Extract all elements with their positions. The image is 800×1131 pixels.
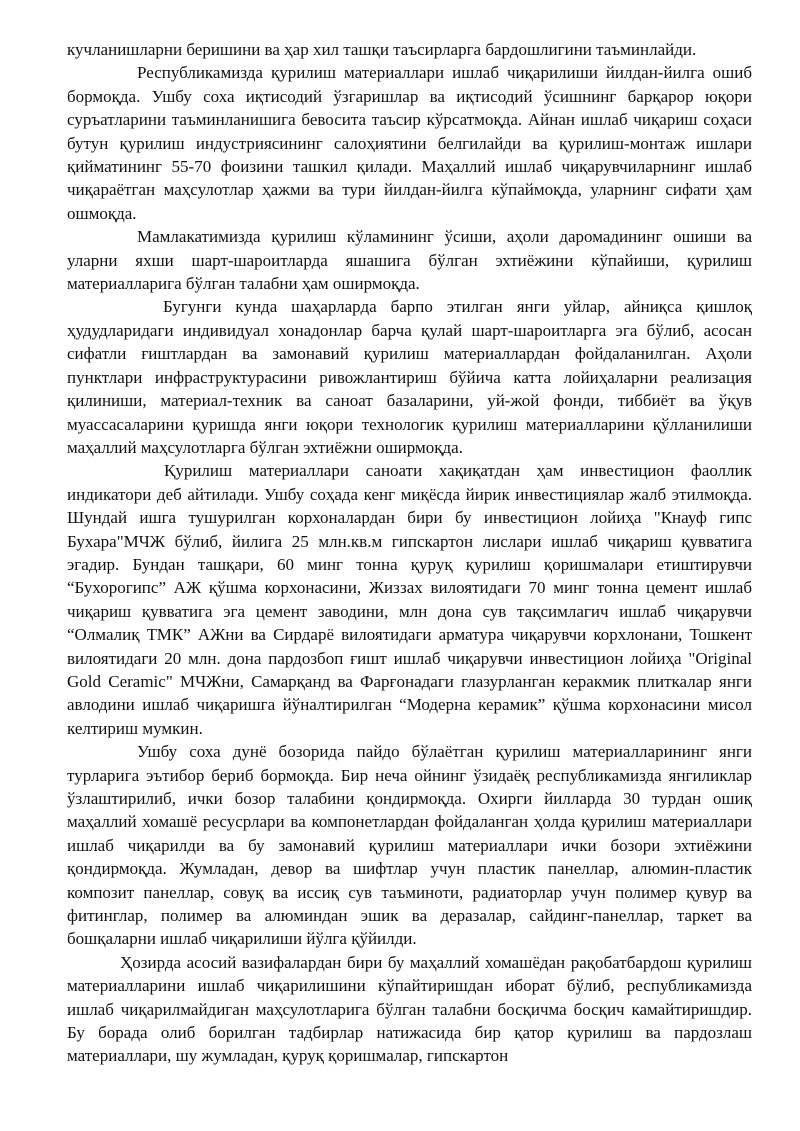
- paragraph-main-task: Ҳозирда асосий вазифалардан бири бу маҳаллий хомашёдан рақобатбардош қурилиш материалларини ишлаб чиқарилишини кўпайтиришдан иборат бўлиб, республикамизда ишлаб чиқарилмайдиган маҳсулотларига бўлган талабни босқичма босқич камайтиришдир. Бу борада олиб борилган тадбирлар натижасида бир қатор қурилиш ва пардозлаш материаллари, шу жумладан, қуруқ қоришмалар, гипскартон: [67, 952, 752, 1066]
- paragraph-construction-scale: Мамлакатимизда қурилиш кўламининг ўсиши, аҳоли даромадининг ошиши ва уларни яхши шарт-шароитларда яшашига бўлган эхтиёжини кўпайиши, қурилиш материалларига бўлган талабни ҳам оширмоқда.: [67, 227, 752, 294]
- paragraph-production-growth: Республикамизда қурилиш материаллари ишлаб чиқарилиши йилдан-йилга ошиб бормоқда. Ушбу соха иқтисодий ўзгаришлар ва иқтисодий ўсишнинг барқарор юқори суръатларини таъминланишига бевосита таъсир кўрсатмоқда. Айнан ишлаб чиқариш соҳаси бутун қурилиш индустриясининг салоҳиятини белгилайди ва қурилиш-монтаж ишлари қийматининг 55-70 фоизини ташкил қилади. Маҳаллий ишлаб чиқарувчиларнинг ишлаб чиқараётган маҳсулотлар ҳажми ва тури йилдан-йилга кўпаймоқда, уларнинг сифати ҳам ошмоқда.: [67, 63, 752, 223]
- paragraph-new-houses: Бугунги кунда шаҳарларда барпо этилган янги уйлар, айниқса қишлоқ ҳудудларидаги индивидуал хонадонлар барча қулай шарт-шароитларга эга бўлиб, асосан сифатли ғиштлардан ва замонавий қурилиш материаллардан фойдаланилган. Аҳоли пунктлари инфраструктурасини ривожлантириш бўйича катта лойиҳаларни реализация қилиниши, материал-техник ва саноат базаларини, уй-жой фонди, тиббиёт ва ўқув муассасаларини қуришда янги юқори технологик қурилиш материалларини қўлланилиши маҳаллий маҳсулотларга бўлган эхтиёжни оширмоқда.: [67, 297, 752, 457]
- paragraph-new-materials: Ушбу соха дунё бозорида пайдо бўлаётган қурилиш материалларининг янги турларига эътибор бериб бормоқда. Бир неча ойнинг ўзидаёқ республикамизда янгиликлар ўзлаштирилиб, ички бозор талабини қондирмоқда. Охирги йилларда 30 турдан ошиқ маҳаллий хомашё ресусрлари ва компонетлардан фойдаланган ҳолда қурилиш материаллари ишлаб чиқарилди ва бу замонавий қурилиш материаллари ички бозори эхтиёжини қондирмоқда. Жумладан, девор ва шифтлар учун пластик панеллар, алюмин-пластик композит панеллар, совуқ ва иссиқ сув таъминоти, радиаторлар учун полимер қувур ва фитинглар, полимер ва алюминдан эшик ва деразалар, сайдинг-панеллар, таркет ва бошқаларни ишлаб чиқарилиши йўлга қўйилди.: [67, 742, 752, 949]
- paragraph-investment: Қурилиш материаллари саноати хақиқатдан ҳам инвестицион фаоллик индикатори деб айтилади. Ушбу соҳада кенг миқёсда йирик инвестициялар жалб этилмоқда. Шундай ишга тушурилган корхоналардан бири бу инвестицион лойиҳа "Кнауф гипс Бухара"МЧЖ бўлиб, йилига 25 млн.кв.м гипскартон лислари ишлаб чиқариш қувватига эгадир. Бундан ташқари, 60 минг тонна қуруқ қурилиш қоришмалари етиштирувчи “Бухорогипс” АЖ қўшма корхонасини, Жиззах вилоятидаги 70 минг тонна цемент ишлаб чиқариш қувватига эга цемент заводини, млн дона сув тақсимлагич ишлаб чиқарувчи “Олмалиқ ТМК” АЖни ва Сирдарё вилоятидаги арматура чиқарувчи корхлонани, Тошкент вилоятидаги 20 млн. дона пардозбоп ғишт ишлаб чиқарувчи инвестицион лойиҳа "Original Gold Ceramic" МЧЖни, Самарқанд ва Фарғонадаги глазурланган керакмик плиткалар янги авлодини ишлаб чиқаришга йўналтирилган “Модерна керамик” қўшма корхонасини мисол келтириш мумкин.: [67, 461, 752, 738]
- paragraph-continuation: кучланишларни беришини ва ҳар хил ташқи таъсирларга бардошлигини таъминлайди.: [67, 40, 697, 59]
